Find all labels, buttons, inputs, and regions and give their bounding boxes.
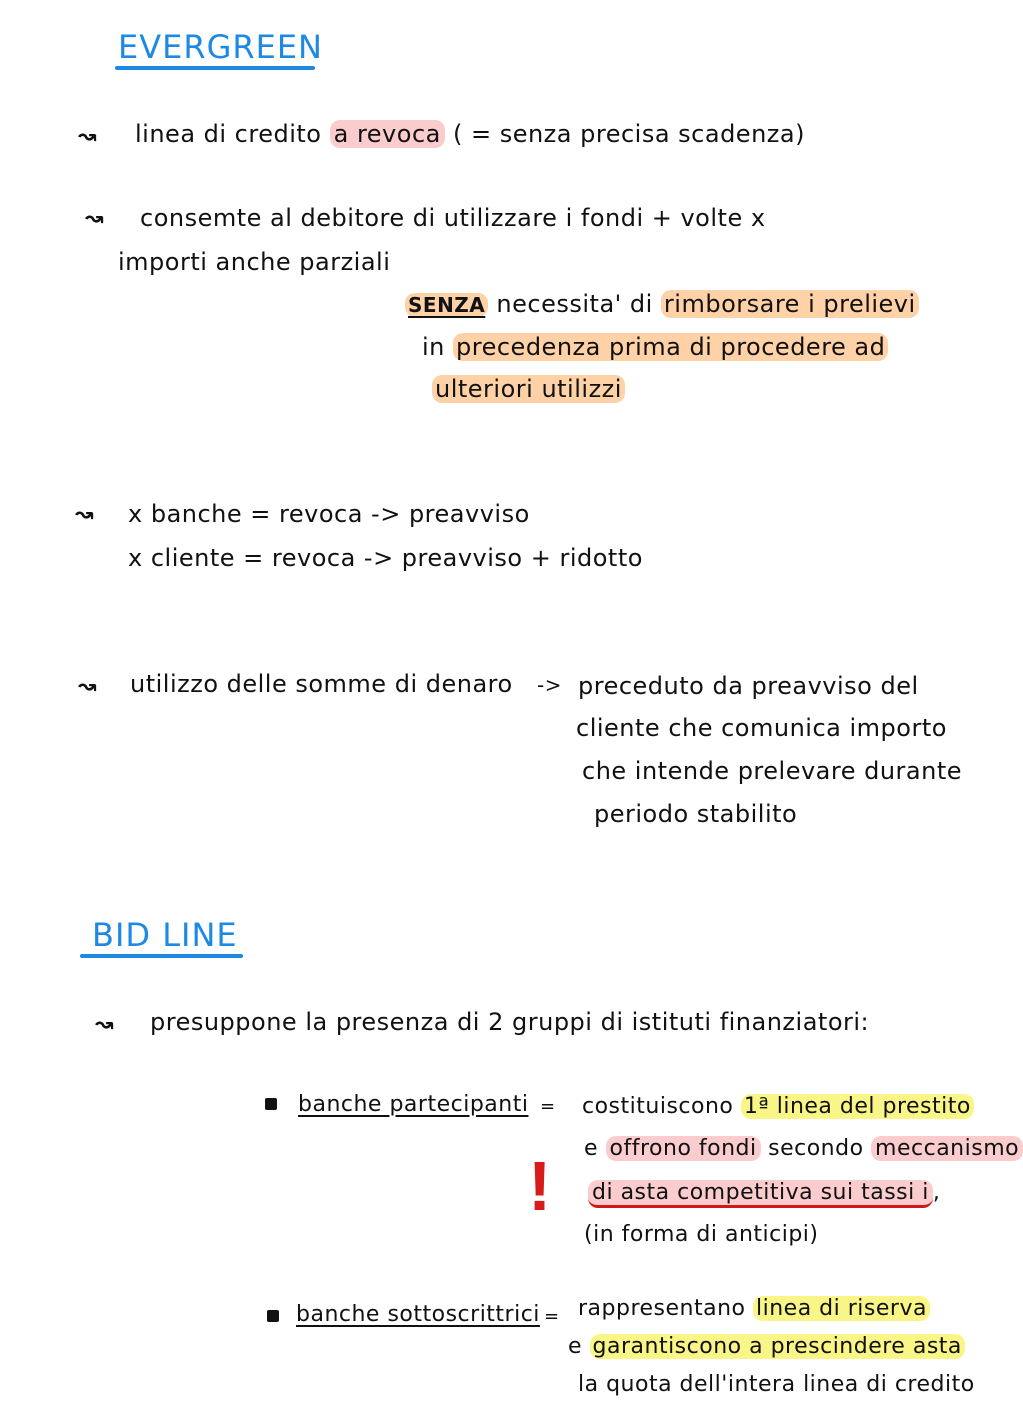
arrow-bullet-icon: ↝	[85, 206, 104, 231]
highlight-a-revoca: a revoca	[330, 120, 445, 148]
utilizzo-desc-4: periodo stabilito	[594, 800, 798, 828]
text: secondo	[760, 1136, 872, 1161]
text: costituiscono	[582, 1094, 741, 1119]
section-title-evergreen: EVERGREEN	[118, 28, 323, 66]
senza-line-3	[432, 375, 625, 403]
g1-line-4: (in forma di anticipi)	[584, 1222, 819, 1247]
equals-sign: =	[540, 1096, 556, 1117]
title-underline	[80, 954, 243, 958]
group-label-sottoscrittrici: banche sottoscrittrici	[296, 1302, 540, 1327]
senza-line-2	[422, 333, 888, 361]
highlight-prima-linea: 1ª linea del prestito	[741, 1094, 974, 1119]
text: rappresentano	[578, 1296, 753, 1321]
utilizzo-desc-1: preceduto da preavviso del	[578, 672, 919, 700]
evergreen-line-1	[135, 120, 805, 148]
highlight-ulteriori: ulteriori utilizzi	[432, 375, 625, 403]
text: e	[568, 1334, 590, 1359]
g2-line-1	[578, 1296, 930, 1321]
section-title-bid-line: BID LINE	[92, 916, 238, 954]
highlight-garantiscono: garantiscono a prescindere asta	[590, 1334, 965, 1359]
square-bullet-icon	[267, 1310, 279, 1322]
arrow-bullet-icon: ↝	[78, 674, 97, 699]
evergreen-line-2: consemte al debitore di utilizzare i fondi + volte x	[140, 204, 766, 232]
title-underline	[115, 66, 315, 70]
text: ( = senza precisa scadenza)	[444, 120, 805, 148]
utilizzo-desc-2: cliente che comunica importo	[576, 714, 947, 742]
highlight-meccanismo: meccanismo	[871, 1136, 1023, 1161]
evergreen-line-3: importi anche parziali	[118, 248, 391, 276]
highlight-asta-competitiva: di asta competitiva sui tassi i	[588, 1180, 933, 1208]
text: in	[422, 333, 454, 361]
highlight-senza: SENZA	[405, 293, 488, 317]
g1-line-3	[588, 1180, 940, 1205]
text: necessita' di	[488, 290, 661, 318]
square-bullet-icon	[265, 1098, 277, 1110]
revoca-cliente: x cliente = revoca -> preavviso + ridotto	[128, 544, 643, 572]
revoca-banche: x banche = revoca -> preavviso	[128, 500, 530, 528]
bidline-intro: presuppone la presenza di 2 gruppi di istituti finanziatori:	[150, 1008, 870, 1036]
utilizzo-line: utilizzo delle somme di denaro	[130, 670, 513, 698]
group-label-partecipanti: banche partecipanti	[298, 1092, 529, 1117]
arrow-bullet-icon: ↝	[75, 502, 94, 527]
exclamation-icon: !	[528, 1147, 552, 1225]
g1-line-2	[584, 1136, 1023, 1161]
highlight-offrono-fondi: offrono fondi	[606, 1136, 761, 1161]
highlight-linea-riserva: linea di riserva	[753, 1296, 930, 1321]
text: ,	[932, 1180, 941, 1205]
highlight-precedenza: precedenza prima di procedere ad	[453, 333, 888, 361]
g2-line-2	[568, 1334, 965, 1359]
text: linea di credito	[135, 120, 330, 148]
equals-sign: =	[544, 1306, 560, 1327]
text: e	[584, 1136, 606, 1161]
utilizzo-arrow: ->	[537, 673, 562, 697]
arrow-bullet-icon: ↝	[95, 1012, 114, 1037]
g2-line-3: la quota dell'intera linea di credito	[578, 1372, 975, 1397]
g1-line-1	[582, 1094, 974, 1119]
utilizzo-desc-3: che intende prelevare durante	[582, 757, 963, 785]
arrow-bullet-icon: ↝	[78, 124, 97, 149]
senza-line-1	[405, 290, 919, 318]
highlight-rimborsare: rimborsare i prelievi	[661, 290, 919, 318]
